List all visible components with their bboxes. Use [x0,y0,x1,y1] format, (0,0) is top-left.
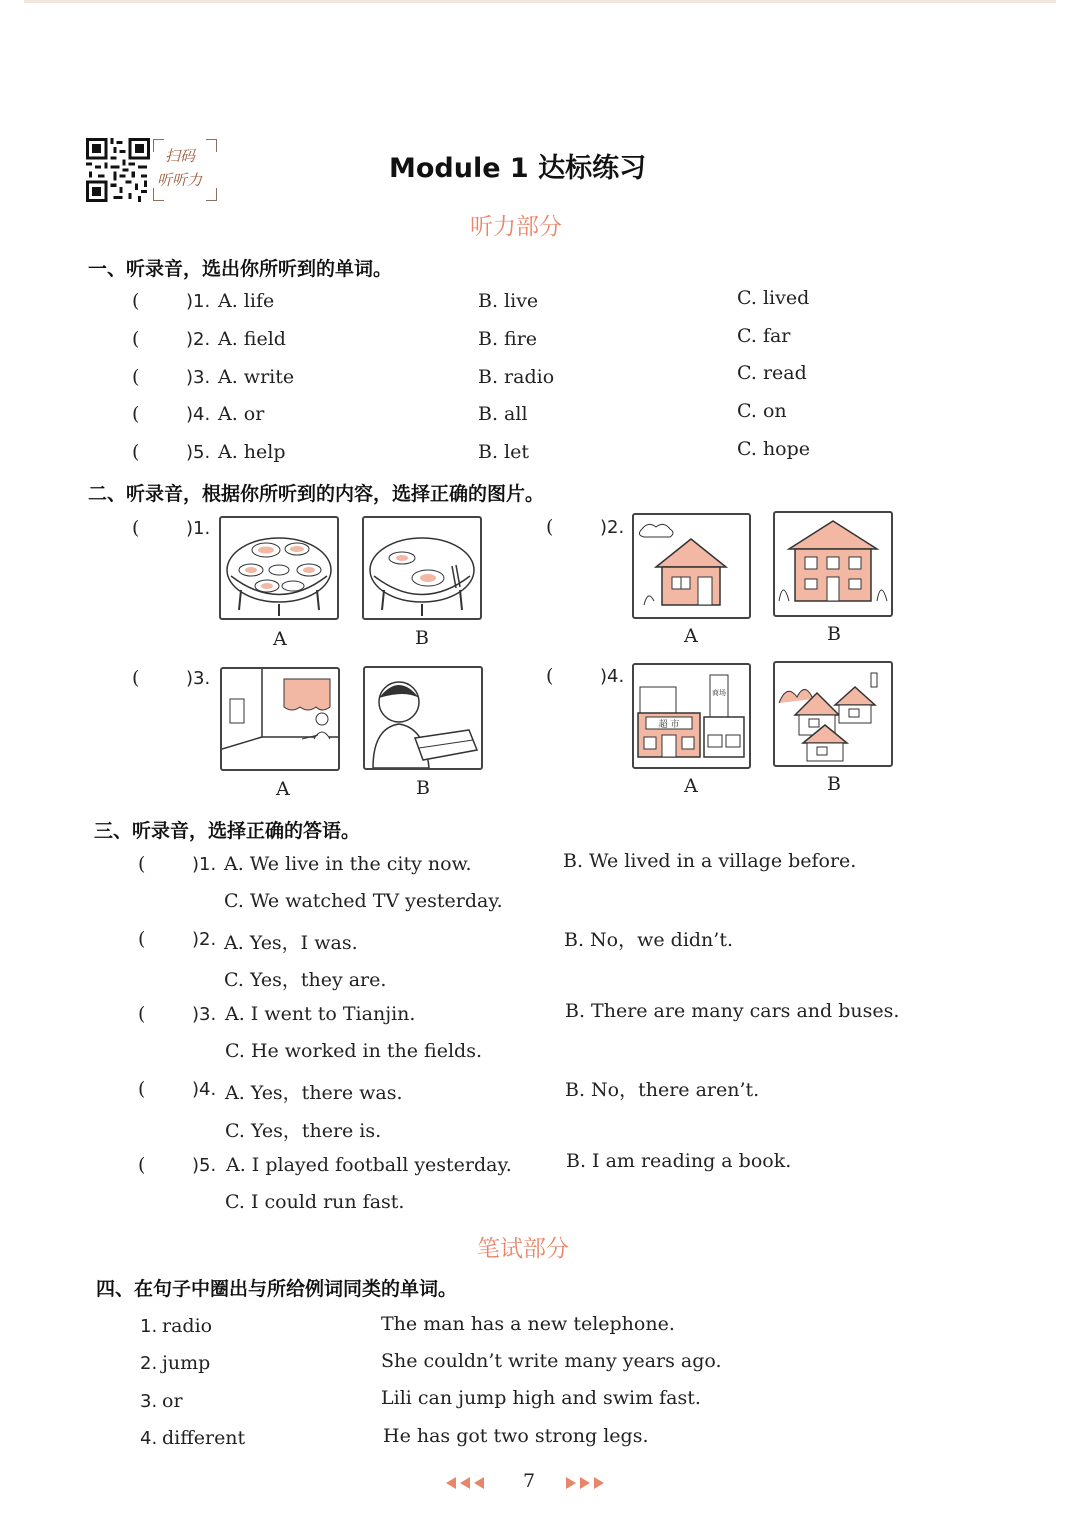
item-number: 4. [140,1428,158,1449]
page-footer [444,1470,614,1496]
option-b: B. There are many cars and buses. [565,1000,900,1022]
arrow-left-icon [460,1477,470,1489]
option-c: C. Yes，they are. [224,969,387,991]
option-label-a: A [684,775,698,797]
question-number: )4. [600,666,625,687]
answer-paren[interactable]: ( [546,665,554,687]
part1-heading: 一、听录音，选出你所听到的单词。 [88,258,393,280]
option-a: A. help [218,441,286,463]
sign-mall-text: 商场 [712,689,726,697]
part2-heading: 二、听录音，根据你所听到的内容，选择正确的图片。 [88,483,545,505]
scan-label-line2: 听听力 [157,171,203,189]
item-number: 2. [140,1353,158,1374]
question-number: )4. [186,404,211,425]
question-number: )5. [186,442,211,463]
option-a: A. I played football yesterday. [226,1154,512,1176]
question-number: )4. [192,1079,217,1100]
answer-paren[interactable]: ( [138,1078,146,1100]
answer-paren[interactable]: ( [546,516,554,538]
scan-to-listen-label [153,139,217,201]
question-number: )2. [186,329,211,350]
answer-paren[interactable]: ( [132,290,140,312]
picture-city-shops[interactable] [632,663,751,769]
answer-paren[interactable]: ( [138,1154,146,1176]
option-c: C. He worked in the fields. [225,1040,482,1062]
question-number: )3. [192,1004,217,1025]
top-rule [24,0,1056,3]
answer-paren[interactable]: ( [138,928,146,950]
answer-paren[interactable]: ( [132,366,140,388]
answer-paren[interactable]: ( [132,667,140,689]
picture-table-little-food[interactable] [362,516,482,620]
picture-small-house[interactable] [632,513,751,619]
option-label-b: B [416,777,430,799]
option-c: C. Yes，there is. [225,1120,382,1142]
option-a: A. Yes，I was. [224,932,358,954]
sign-supermarket-text: 超 市 [658,720,680,730]
qr-code-icon[interactable] [86,138,150,202]
answer-paren[interactable]: ( [132,517,140,539]
option-c: C. lived [737,287,810,309]
part4-heading: 四、在句子中圈出与所给例词同类的单词。 [96,1278,458,1300]
picture-table-full-of-food[interactable] [219,516,339,620]
item-number: 3. [140,1391,158,1412]
option-b: B. let [478,441,529,463]
option-b: B. No，there aren’t. [565,1079,760,1101]
scan-label-line1: 扫码 [165,147,196,165]
answer-paren[interactable]: ( [132,328,140,350]
option-a: A. life [218,290,275,312]
picture-child-in-room[interactable] [220,667,340,771]
page-number: 7 [523,1470,536,1492]
option-a: A. or [218,403,265,425]
option-c: C. on [737,400,787,422]
answer-paren[interactable]: ( [132,441,140,463]
sentence[interactable]: He has got two strong legs. [383,1425,649,1447]
option-label-b: B [415,627,429,649]
option-a: A. field [218,328,286,350]
example-word: jump [162,1352,211,1374]
option-b: B. live [478,290,539,312]
option-c: C. read [737,362,807,384]
picture-village-houses[interactable] [773,661,893,767]
option-a: A. write [218,366,295,388]
answer-paren[interactable]: ( [138,1003,146,1025]
example-word: or [162,1390,183,1412]
question-number: )5. [192,1155,217,1176]
option-label-b: B [827,773,841,795]
part3-heading: 三、听录音，选择正确的答语。 [94,820,361,842]
option-c: C. far [737,325,791,347]
option-c: C. I could run fast. [225,1191,405,1213]
option-label-a: A [273,628,287,650]
option-b: B. We lived in a village before. [563,850,857,872]
option-b: B. I am reading a book. [566,1150,792,1172]
option-b: B. radio [478,366,555,388]
question-number: )2. [600,517,625,538]
arrow-right-icon [594,1477,604,1489]
arrow-right-icon [580,1477,590,1489]
option-b: B. fire [478,328,538,350]
option-a: A. I went to Tianjin. [225,1003,416,1025]
question-number: )1. [192,854,217,875]
answer-paren[interactable]: ( [132,403,140,425]
option-c: C. hope [737,438,811,460]
option-label-b: B [827,623,841,645]
listening-section-title: 听力部分 [470,214,562,240]
answer-paren[interactable]: ( [138,853,146,875]
option-b: B. all [478,403,528,425]
question-number: )2. [192,929,217,950]
question-number: )3. [186,668,211,689]
example-word: different [162,1427,246,1449]
question-number: )3. [186,367,211,388]
option-c: C. We watched TV yesterday. [224,890,503,912]
option-label-a: A [276,778,290,800]
picture-boy-reading[interactable] [363,666,483,770]
option-label-a: A [684,625,698,647]
arrow-left-icon [474,1477,484,1489]
page-title: Module 1 达标练习 [389,153,647,184]
arrow-right-icon [566,1477,576,1489]
question-number: )1. [186,291,211,312]
sentence[interactable]: Lili can jump high and swim fast. [381,1387,701,1409]
item-number: 1. [140,1316,158,1337]
question-number: )1. [186,518,211,539]
sentence[interactable]: The man has a new telephone. [381,1313,675,1335]
option-b: B. No，we didn’t. [564,929,734,951]
picture-big-house[interactable] [773,511,893,617]
sentence[interactable]: She couldn’t write many years ago. [381,1350,722,1372]
written-section-title: 笔试部分 [477,1236,569,1262]
arrow-left-icon [446,1477,456,1489]
option-a: A. We live in the city now. [224,853,472,875]
example-word: radio [162,1315,213,1337]
option-a: A. Yes，there was. [225,1082,403,1104]
